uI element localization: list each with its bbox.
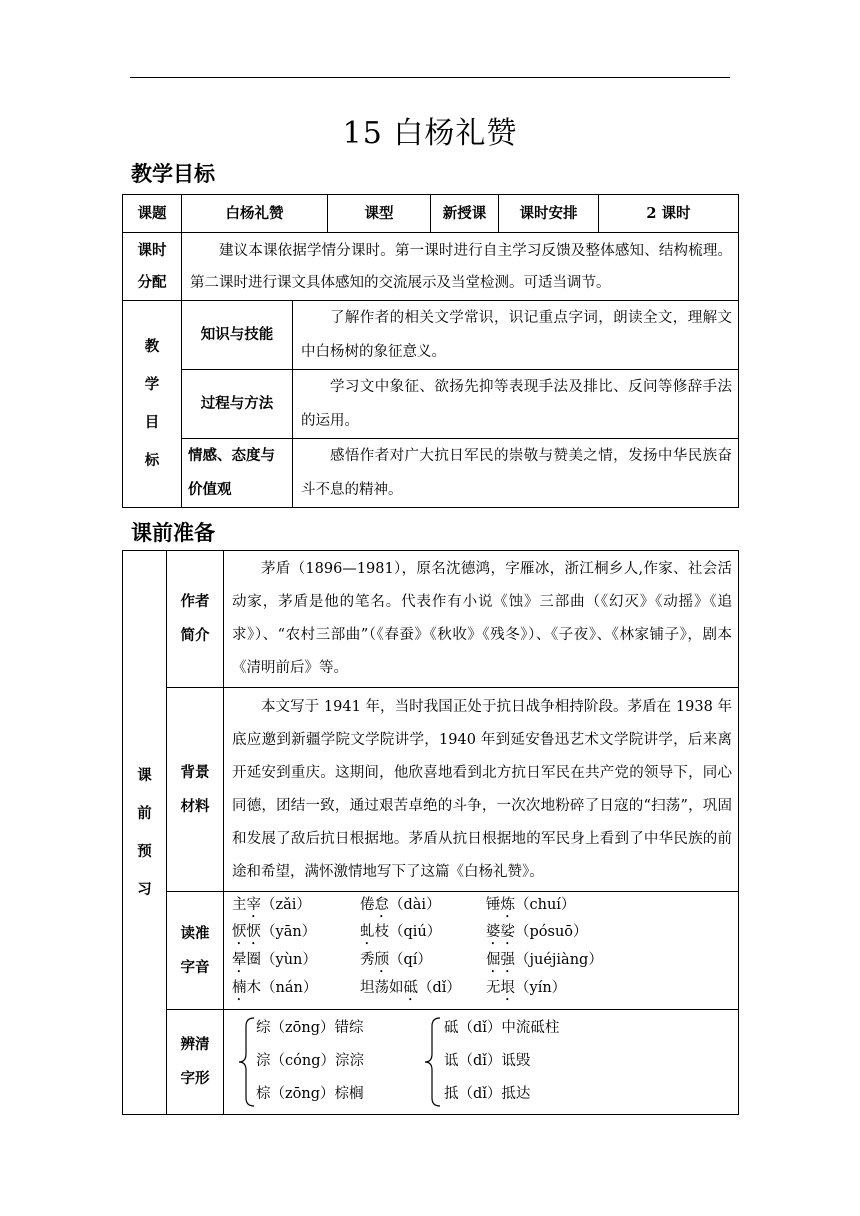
glyph-right-list [444, 1012, 559, 1111]
pronunciation-row [123, 892, 739, 1010]
pronunciation-label-2: 字音 [180, 958, 210, 976]
pronunciation-item [360, 922, 441, 948]
pron-dotted-char: 宰 [246, 897, 261, 913]
glyph-left-list [256, 1012, 364, 1111]
left-brace-icon [236, 1016, 256, 1108]
glyph-area [224, 1010, 738, 1114]
header-schedule: 课时安排 [499, 195, 599, 233]
pron-prefix: 秀 [360, 952, 375, 968]
pron-dotted-char: 恹恹 [232, 924, 261, 940]
period-label-1: 课时 [137, 241, 167, 259]
period-text: 建议本课依据学情分课时。第一课时进行自主学习反馈及整体感知、结构梳理。第二课时进行课文具体感知的交流展示及当堂检测。可适当调节。 [182, 233, 739, 301]
header-schedule-value: 2 课时 [599, 195, 739, 233]
pron-dotted-char: 虬 [360, 924, 375, 940]
prep-side-char: 课 [137, 766, 152, 784]
pron-reading: （yín） [515, 980, 567, 996]
goal-text: 学习文中象征、欲扬先抑等表现手法及排比、反问等修辞手法的运用。 [293, 370, 739, 439]
goal-label: 情感、态度与价值观 [182, 439, 293, 508]
pronunciation-item [360, 978, 461, 1004]
author-label [167, 551, 224, 688]
pron-prefix: 主 [232, 897, 247, 913]
goal-text: 感悟作者对广大抗日军民的崇敬与赞美之情，发扬中华民族奋斗不息的精神。 [293, 439, 739, 508]
glyph-item: 综（zōng）错综 [256, 1020, 364, 1036]
background-label-1: 背景 [180, 763, 210, 781]
section-heading-prep: 课前准备 [131, 520, 215, 545]
glyph-item: 砥（dǐ）中流砥柱 [444, 1020, 560, 1036]
prep-side-char: 前 [137, 804, 152, 822]
glyph-label [167, 1010, 224, 1115]
glyph-label-2: 字形 [180, 1070, 210, 1087]
goal-label: 知识与技能 [182, 301, 293, 370]
header-course-value: 白杨礼赞 [182, 195, 328, 233]
pron-dotted-char: 怠 [374, 897, 389, 913]
pron-dotted-char: 砥 [403, 980, 418, 996]
pron-reading: 圈（yùn） [246, 952, 317, 968]
pronunciation-item [360, 895, 441, 921]
background-label [167, 688, 224, 892]
glyph-label-1: 辨清 [180, 1036, 210, 1053]
pronunciation-item [486, 978, 566, 1004]
author-label-1: 作者 [180, 593, 210, 610]
background-row [123, 688, 739, 892]
goals-table [122, 194, 739, 508]
pron-reading: （dǐ） [418, 980, 461, 996]
pron-dotted-char: 垠 [500, 980, 515, 996]
right-brace-icon [422, 1016, 442, 1108]
background-label-2: 材料 [180, 797, 210, 815]
pronunciation-item [486, 895, 575, 921]
glyph-item: 棕（zōng）棕榈 [256, 1086, 364, 1102]
pron-dotted-char: 楠 [232, 980, 247, 996]
pronunciation-item [360, 950, 432, 976]
period-row [123, 233, 739, 301]
pron-reading: （dài） [389, 897, 441, 913]
goal-side-label [123, 301, 182, 508]
goal-row-knowledge [123, 301, 739, 370]
pronunciation-label-1: 读准 [180, 924, 210, 942]
period-label [123, 233, 182, 301]
pron-reading: （zǎi） [261, 897, 311, 913]
section-heading-goals: 教学目标 [131, 161, 215, 186]
prep-side-label [123, 551, 167, 1115]
prep-table [122, 550, 739, 1115]
pronunciation-item [486, 922, 588, 948]
pron-dotted-char: 婆娑 [486, 924, 515, 940]
goal-side-char: 学 [144, 376, 160, 393]
pronunciation-cell [224, 892, 739, 1010]
top-rule [130, 77, 730, 78]
pronunciation-item [232, 895, 311, 921]
glyph-item: 抵（dǐ）抵达 [444, 1086, 531, 1102]
pron-prefix: 锤 [486, 897, 501, 913]
goal-row-emotion [123, 439, 739, 508]
pron-reading: （qí） [389, 952, 432, 968]
pron-prefix: 坦荡如 [360, 980, 404, 996]
pron-reading: 枝（qiú） [374, 924, 442, 940]
glyph-item: 淙（cóng）淙淙 [256, 1053, 364, 1069]
glyph-item: 诋（dǐ）诋毁 [444, 1053, 531, 1069]
header-type-value: 新授课 [431, 195, 499, 233]
pron-dotted-char: 颀 [374, 952, 389, 968]
pron-dotted-char: 晕 [232, 952, 247, 968]
pron-dotted-char: 倔强 [486, 952, 515, 968]
pron-reading: （yān） [261, 924, 317, 940]
pron-prefix: 倦 [360, 897, 375, 913]
prep-side-char: 预 [137, 842, 152, 860]
pronunciation-item [232, 922, 316, 948]
author-row [123, 551, 739, 688]
pronunciation-item [486, 950, 603, 976]
prep-side-char: 习 [137, 880, 152, 898]
goal-label: 过程与方法 [182, 370, 293, 439]
glyph-row [123, 1010, 739, 1115]
pron-dotted-char: 炼 [500, 897, 515, 913]
goal-side-char: 标 [144, 452, 160, 469]
pronunciation-item [232, 950, 317, 976]
pronunciation-item [232, 978, 317, 1004]
pronunciation-label [167, 892, 224, 1010]
goals-header-row [123, 195, 739, 233]
pronunciation-grid [224, 892, 738, 1009]
pron-reading: （chuí） [515, 897, 576, 913]
period-label-2: 分配 [137, 273, 167, 291]
pron-prefix: 无 [486, 980, 501, 996]
goal-text: 了解作者的相关文学常识，识记重点字词，朗读全文，理解文中白杨树的象征意义。 [293, 301, 739, 370]
goal-side-char: 教 [144, 338, 160, 355]
glyph-cell [224, 1010, 739, 1115]
author-label-2: 简介 [180, 627, 210, 644]
pron-reading: 木（nán） [246, 980, 318, 996]
background-text: 本文写于 1941 年，当时我国正处于抗日战争相持阶段。茅盾在 1938 年底应邀到新疆学院文学院讲学，1940 年到延安鲁迅艺术文学院讲学，后来离开延安到重庆。这期间，他欣喜地看到北方抗日军民在共产党的领导下，同心同德，团结一致，通过艰苦卓绝的斗争，一次次地粉碎了日寇的“扫荡”，巩固和发展了敌后抗日根据地。茅盾从抗日根据地的军民身上看到了中华民族的前途和希望，满怀激情地写下了这篇《白杨礼赞》。 [224, 688, 739, 892]
pron-reading: （pósuō） [515, 924, 588, 940]
page-title: 15 白杨礼赞 [342, 116, 518, 151]
header-type: 课型 [328, 195, 431, 233]
goal-side-char: 目 [144, 414, 160, 431]
header-course: 课题 [123, 195, 182, 233]
goal-row-process [123, 370, 739, 439]
author-text: 茅盾（1896—1981），原名沈德鸿，字雁冰，浙江桐乡人,作家、社会活动家，茅盾是他的笔名。代表作有小说《蚀》三部曲（《幻灭》《动摇》《追求》）、“农村三部曲”（《春蚕》《秋收》《残冬》）、《子夜》、《林家铺子》，剧本《清明前后》等。 [224, 551, 739, 688]
pron-reading: （juéjiàng） [515, 952, 603, 968]
